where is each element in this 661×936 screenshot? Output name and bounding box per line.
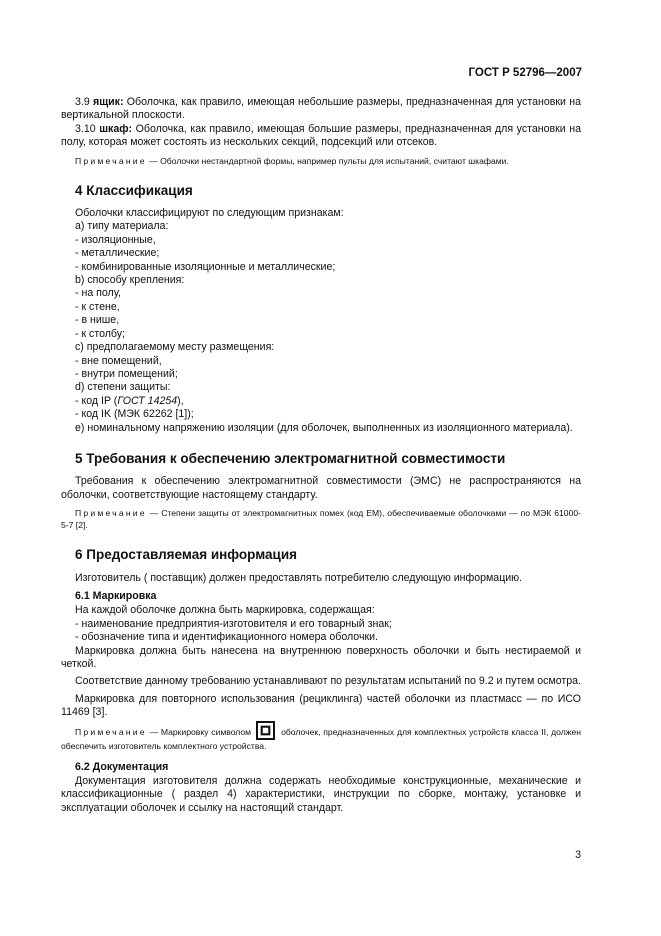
classification-intro: Оболочки классифицируют по следующим признакам: [75,207,344,220]
term: шкаф: [99,122,133,135]
classification-item-ip [75,395,581,408]
marking-paragraph-3: Маркировка для повторного использования (рециклинга) частей оболочки из пластмасс — по ИСО 11469 [3]. [61,692,581,719]
note-label: Примечание [75,726,147,737]
section-6-heading: 6 Предоставляемая информация [75,547,298,563]
section-4-heading: 4 Классификация [75,182,193,198]
marking-item: - наименование предприятия-изготовителя и его товарный знак; [75,617,392,630]
classification-item: b) способу крепления: [75,274,185,287]
clause-number: 3.9 [75,96,90,108]
classification-item: - на полу, [75,287,121,300]
standard-reference: ГОСТ 14254 [117,394,178,407]
marking-item: - обозначение типа и идентификационного номера оболочки. [75,631,378,644]
subsection-6-2-heading: 6.2 Документация [75,760,169,773]
marking-intro: На каждой оболочке должна быть маркировка, содержащая: [75,604,375,617]
class-ii-symbol-icon [256,721,275,740]
note-text-pre: — Маркировку символом [149,726,252,737]
definition-text: Оболочка, как правило, имеющая небольшие размеры, предназначенная для установки на вертикальной плоскости. [61,96,581,122]
classification-item: d) степени защиты: [75,381,171,394]
ip-suffix: ), [177,394,184,407]
classification-item: - внутри помещений; [75,367,178,380]
classification-item: - металлические; [75,247,160,260]
marking-paragraph-1: Маркировка должна быть нанесена на внутреннюю поверхность оболочки и быть нестираемой и четкой. [61,644,581,670]
note-cabinets [61,155,581,167]
classification-item: - изоляционные, [75,233,156,246]
section-6-intro: Изготовитель ( поставщик) должен предоставлять потребителю следующую информацию. [75,571,523,584]
term: ящик: [93,96,124,108]
classification-item-e: е) номинальному напряжению изоляции (для оболочек, выполненных из изоляционного материала). [75,421,573,434]
note-text-post: оболочек, предназначенных для комплектных устройств класса II, должен обеспечить изготовитель комплектного устройства. [61,726,581,751]
note-text: — Степени защиты от электромагнитных помех (код ЕМ), обеспечиваемые оболочками — по МЭК 61000-5-7 [2]. [61,508,581,531]
classification-item: - в нише, [75,314,120,327]
section-5-heading: 5 Требования к обеспечению электромагнитной совместимости [75,450,506,466]
classification-item: с) предполагаемому месту размещения: [75,341,275,354]
classification-item: - вне помещений, [75,354,162,367]
note-emc [61,507,581,531]
classification-item: - к столбу; [75,327,125,340]
page-number: 3 [575,849,581,861]
page-content [61,96,581,815]
note-label: Примечание [75,155,147,166]
definition-3-10 [61,123,581,150]
marking-paragraph-2: Соответствие данному требованию устанавливают по результатам испытаний по 9.2 и путем осмотра. [75,675,581,688]
note-label: Примечание [75,508,147,519]
marking-list [61,618,581,645]
classification-item: - комбинированные изоляционные и металлические; [75,260,336,273]
clause-number: 3.10 [75,122,96,135]
document-header: ГОСТ Р 52796—2007 [468,67,582,79]
documentation-text: Документация изготовителя должна содержать необходимые конструкционные, механические и классификационные ( раздел 4) характеристики, инструкции по сборке, монтажу, установке и эксплуатации оболочек и ссылку на настоящий стандарт. [61,775,581,814]
subsection-6-1-heading: 6.1 Маркировка [75,589,157,602]
classification-item: а) типу материала: [75,220,169,233]
classification-item: - к стене, [75,300,120,313]
ip-prefix: - код IP ( [75,394,118,407]
section-4-body [61,207,581,422]
definition-text: Оболочка, как правило, имеющая большие размеры, предназначенная для установки на полу, которая может состоять из нескольких секций, подсекций или отсеков. [61,122,581,149]
note-text: — Оболочки нестандартной формы, например пульты для испытаний, считают шкафами. [149,155,509,166]
note-class-ii [61,725,581,752]
section-5-text: Требования к обеспечению электромагнитной совместимости (ЭМС) не распространяются на оболочки, соответствующие настоящему стандарту. [61,475,581,501]
definition-3-9 [61,96,581,123]
classification-item: - код IK (МЭК 62262 [1]); [75,408,194,421]
